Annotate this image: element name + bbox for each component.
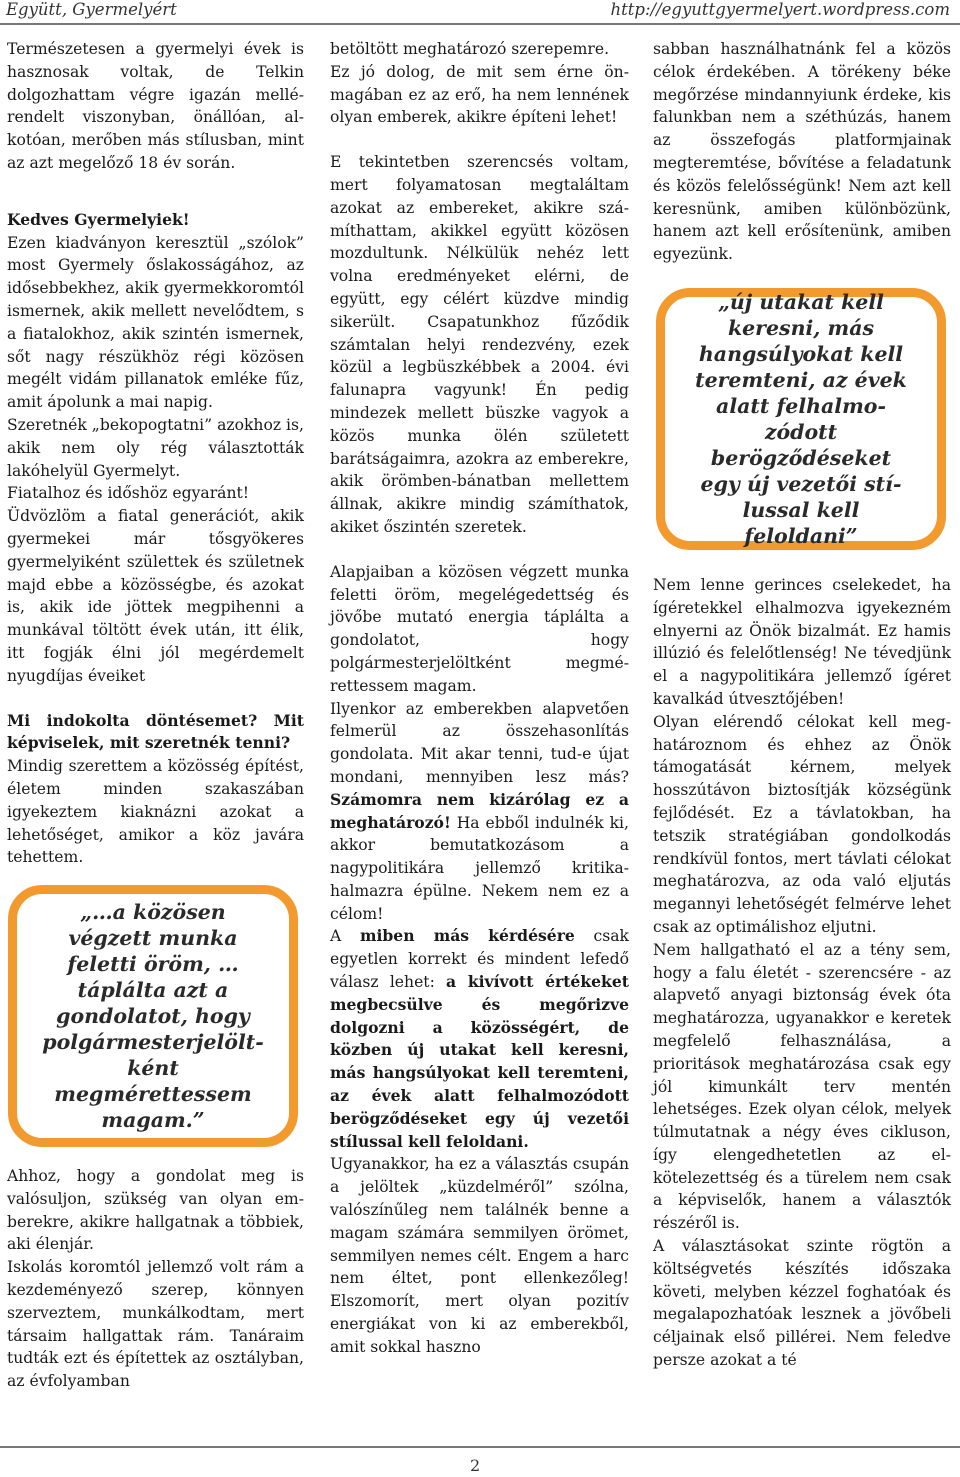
text-run: Ha ebből indulnék ki, akkor bemutatkozásom a nagypolitikára jellemző kritikahalmazra épülne. Nekem nem ez a célom! <box>330 813 629 923</box>
section-heading: Mi indokolta döntésemet? Mit képviselek, mit szeretnék tenni? <box>7 710 304 753</box>
footer-rule <box>0 1446 960 1448</box>
paragraph <box>330 925 629 1153</box>
paragraph: Természetesen a gyermelyi évek is hasznosak voltak, de Telkin dolgozhattam végre igazán mellérendelt viszonyban, önállóan, alkotóan, merőben más stílusban, mint az azt megelőző 18 év során. <box>7 40 304 172</box>
column-3 <box>653 38 951 1372</box>
blog-url[interactable]: http://egyuttgyermelyert.wordpress.com <box>610 0 950 19</box>
paragraph: Üdvözlöm a fiatal generációt, akik gyermekei már tősgyökeres gyermelyiként születtek és születnek majd ebbe a közösségbe, és azokat is, akik ide jöttek megpihenni a munkával töltött évek után, itt élik, itt fogják élni jól megérdemelt nyugdíjas éveiket <box>7 507 304 685</box>
paragraph: betöltött meghatározó szerepemre. <box>330 40 610 58</box>
page-number: 2 <box>470 1456 481 1475</box>
column-2 <box>330 38 629 1359</box>
emphasis: Számomra nem kizárólag ez a meghatározó! <box>330 789 629 832</box>
greeting-heading: Kedves Gyermelyiek! <box>7 209 190 229</box>
newsletter-title: Együtt, Gyermelyért <box>6 0 177 19</box>
text-run: A <box>330 927 360 946</box>
pull-quote-box <box>8 885 298 1147</box>
paragraph: Fiatalhoz és időshöz egyaránt! <box>7 484 250 503</box>
paragraph: Olyan elérendő célokat kell meghatároznom és ehhez az Önök támogatását kérnem, melyek hosszútávon biztosítják községünk fejlődését. Ez a távlatokban, ha tetszik stratégiában gondolkodás rendkívül fontos, mert távlati célokat meghatározva, az oda való eljutás megannyi lehetőségét felmérve lehet csak az optimálishoz eljutni. <box>653 712 951 936</box>
paragraph: Nem lenne gerinces cselekedet, ha ígéretekkel elhalmozva igyekezném elnyerni az Önök bizalmát. Ez hamis illúzió és felelőtlenség! Ne tévedjünk el a nagypolitikára jellemző ígéret kavalkád útvesztőjében! <box>653 575 951 708</box>
pull-quote-text: „új utakat kell keresni, más hangsúlyokat kell teremteni, az évek alatt felhalmozódott berögződéseket egy új vezetői stílussal kell feloldani” <box>695 289 907 548</box>
paragraph: A választásokat szinte rögtön a költségvetés készítés időszaka követi, melyben kézzel foghatóak és megalapozhatóak lesznek a jövőbeli céljainak első pillérei. Nem feledve persze azokat a té <box>653 1237 951 1370</box>
paragraph <box>330 698 629 926</box>
paragraph: E tekintetben szerencsés voltam, mert folyamatosan megtaláltam azokat az embereket, akikre számíthattam, akikkel együtt közösen mozdultunk. Nélkülük nehéz lett volna eredményeket elérni, de együtt, egy célért küzdve mindig sikerült. Csapatunkhoz fűződik számtalan helyi rendezvény, ezek közül a legbüszkébbek a 2004. évi falunapra vagyunk! Én pedig mindezek mellett büszke vagyok a közös munka ölén született barátságaimra, azokra az emberekre, akik örömben-bánatban mellettem állnak, akikre mindig számíthatok, akiket őszintén szeretek. <box>330 153 629 536</box>
emphasis: a kivívott értékeket megbecsülve és megőrizve dolgozni a közösségért, de közben új utakat kell keresni, más hangsúlyokat kell teremteni, az évek alatt felhalmozódott berögződéseket egy új vezetői stílussal kell feloldani. <box>330 972 629 1151</box>
paragraph: sabban használhatnánk fel a közös célok érdekében. A törékeny béke megőrzése mindannyiunk érdeke, kis falunkban nem a széthúzás, hanem az összefogás platformjainak megteremtése, bővítése a feladatunk és közös felelősségünk! Nem azt kell keresnünk, amiben különbözünk, hanem azt kell erősítenünk, amiben egyezünk. <box>653 40 951 264</box>
paragraph: Mindig szerettem a közösség építést, életem minden szakaszában igyekeztem kiaknázni azokat a lehetőséget, amikor a köz javára tehettem. <box>7 757 304 867</box>
paragraph: Nem hallgatható el az a tény sem, hogy a falu életét - szerencsére - az alapvető anyagi biztonság évek óta meghatározza, ugyanakkor e keretek megfelelő felhasználása, a prioritások meghatározása csak egy jól kimunkált terv mentén lehetséges. Ezek olyan célok, melyek túlmutatnak a négy éves cikluson, így elengedhetetlen az elkötelezettség és a türelem nem csak a képviselők, hanem a választók részéről is. <box>653 940 951 1233</box>
paragraph: Ugyanakkor, ha ez a választás csupán a jelöltek „küzdelméről” szólna, valószínűleg nem találnék benne a magam számára semmilyen örömet, semmilyen nemes célt. Engem a harc nem éltet, pont ellenkezőleg! Elszomorít, mert olyan pozitív energiákat von ki az emberekből, amit sokkal haszno <box>330 1155 629 1356</box>
column-1 <box>7 38 304 1393</box>
paragraph: Iskolás koromtól jellemző volt rám a kezdeményező szerep, könnyen szerveztem, munkálkodtam, mert társaim hallgattak rám. Tanáraim tudták ezt és építettek az osztályban, az évfolyamban <box>7 1258 304 1391</box>
pull-quote-box <box>656 288 946 550</box>
text-run: csak egyetlen korrekt és mindent lefedő válasz lehet: <box>330 927 629 992</box>
text-run: Ilyenkor az emberekben alapvetően felmerül az összehasonlítás gondolata. Mit akar tenni, tud-e újat mondani, mennyiben lesz más? <box>330 699 629 786</box>
emphasis: miben más kérdésére <box>359 926 575 946</box>
paragraph: Alapjaiban a közösen végzett munka feletti öröm, megelégedettség és jövőbe mutató energia táplálta a gondolatot, hogy polgármesterjelöltként megmérettessem magam. <box>330 562 629 695</box>
pull-quote-text: „…a közösen végzett munka feletti öröm, … táplálta azt a gondolatot, hogy polgármesterjelöltként megmérettessem magam.” <box>42 900 264 1133</box>
paragraph: Ez jó dolog, de mit sem érne önmagában ez az erő, ha nem lennének olyan emberek, akikre építeni lehet! <box>330 62 629 127</box>
paragraph: Ahhoz, hogy a gondolat meg is valósuljon, szükség van olyan emberekre, akikre hallgatnak a többiek, aki élenjár. <box>7 1167 304 1254</box>
paragraph: Ezen kiadványon keresztül „szólok” most Gyermely őslakosságához, az idősebbekhez, akik gyermekkoromtól ismernek, akik mellett nevelődtem, s a fiatalokhoz, akik szintén ismernek, sőt nagy részükhöz régi közösen megélt vidám pillanatok emléke fűz, amit ápolunk a mai napig. <box>7 233 304 412</box>
header-rule <box>0 23 960 25</box>
paragraph: Szeretnék „bekopogtatni” azokhoz is, akik nem oly rég választották lakóhelyül Gyermelyt. <box>7 415 304 480</box>
